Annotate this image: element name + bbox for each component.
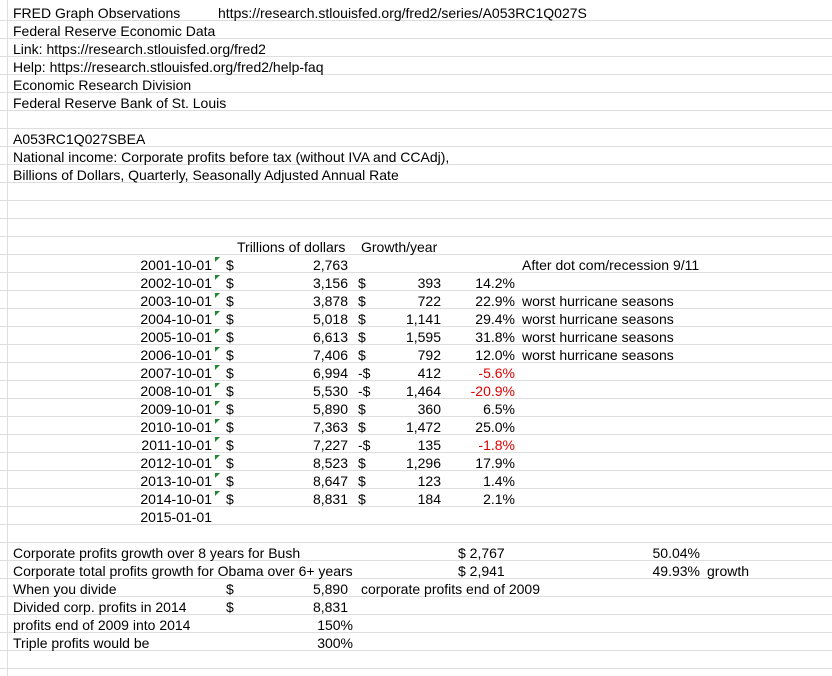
bush-growth-pct: 50.04% <box>652 545 700 561</box>
row-growth[interactable]: 360 <box>417 401 441 417</box>
header-link[interactable]: Link: https://research.stlouisfed.org/fred2 <box>13 41 266 57</box>
row-currency[interactable]: $ <box>226 437 234 453</box>
row-date[interactable]: 2015-01-01 <box>140 509 212 525</box>
row-value[interactable]: 7,363 <box>312 419 348 435</box>
row-date[interactable]: 2012-10-01 <box>140 455 212 471</box>
row-note[interactable] <box>522 418 822 436</box>
row-note[interactable]: worst hurricane seasons <box>522 347 674 363</box>
row-value[interactable]: 7,227 <box>312 437 348 453</box>
series-title: National income: Corporate profits before tax (without IVA and CCAdj), <box>13 149 450 165</box>
row-growth[interactable]: 1,296 <box>405 455 441 471</box>
row-note[interactable] <box>522 364 822 382</box>
row-date[interactable]: 2010-10-01 <box>140 419 212 435</box>
row-date[interactable]: 2001-10-01 <box>140 257 212 273</box>
row-growth[interactable]: 722 <box>417 293 441 309</box>
row-date[interactable]: 2008-10-01 <box>140 383 212 399</box>
row-growth[interactable]: 393 <box>417 275 441 291</box>
row-note[interactable] <box>522 436 822 454</box>
row-growth-sign[interactable]: -$ <box>358 383 371 399</box>
row-note[interactable] <box>522 490 822 508</box>
series-units: Billions of Dollars, Quarterly, Seasonally Adjusted Annual Rate <box>13 167 399 183</box>
row-growth-sign[interactable]: $ <box>358 473 366 489</box>
row-value[interactable]: 3,156 <box>312 275 348 291</box>
row-currency[interactable]: $ <box>226 491 234 507</box>
header-line-fred: Federal Reserve Economic Data <box>13 23 216 39</box>
divide-note: corporate profits end of 2009 <box>361 581 541 597</box>
row-note[interactable]: After dot com/recession 9/11 <box>522 257 700 273</box>
row-note[interactable]: worst hurricane seasons <box>522 311 674 327</box>
header-help[interactable]: Help: https://research.stlouisfed.org/fred2/help-faq <box>13 59 324 75</box>
row-currency[interactable]: $ <box>226 329 234 345</box>
row-currency[interactable]: $ <box>226 401 234 417</box>
row-value[interactable]: 8,647 <box>312 473 348 489</box>
row-currency[interactable]: $ <box>226 419 234 435</box>
divide-currency: $ <box>226 581 234 597</box>
row-growth-pct[interactable] <box>450 508 515 526</box>
row-growth-sign[interactable]: $ <box>358 455 366 471</box>
row-date[interactable]: 2009-10-01 <box>140 401 212 417</box>
row-growth[interactable]: 1,595 <box>405 329 441 345</box>
row-growth-pct[interactable]: 22.9% <box>475 293 515 309</box>
row-currency[interactable]: $ <box>226 275 234 291</box>
cell-error-marker-icon <box>215 329 220 334</box>
row-growth-pct[interactable]: 1.4% <box>483 473 515 489</box>
divide-label: When you divide <box>13 581 117 597</box>
row-growth[interactable]: 792 <box>417 347 441 363</box>
row-value[interactable]: 5,530 <box>312 383 348 399</box>
cell-error-marker-icon <box>215 365 220 370</box>
row-currency[interactable]: $ <box>226 293 234 309</box>
row-growth[interactable]: 412 <box>417 365 441 381</box>
bush-growth-amount: $ 2,767 <box>458 545 505 561</box>
row-growth-sign[interactable]: $ <box>358 491 366 507</box>
row-note[interactable] <box>522 382 822 400</box>
ratio-value: 150% <box>317 617 353 633</box>
row-growth-pct[interactable]: 17.9% <box>475 455 515 471</box>
row-growth-sign[interactable] <box>358 256 380 274</box>
cell-error-marker-icon <box>215 293 220 298</box>
cell-error-marker-icon <box>215 311 220 316</box>
row-date[interactable]: 2005-10-01 <box>140 329 212 345</box>
row-growth[interactable]: 123 <box>417 473 441 489</box>
row-date[interactable]: 2011-10-01 <box>141 437 212 453</box>
row-growth-sign[interactable]: $ <box>358 311 366 327</box>
column-header-trillions: Trillions of dollars <box>237 239 346 255</box>
row-currency[interactable]: $ <box>226 311 234 327</box>
row-value[interactable]: 6,613 <box>312 329 348 345</box>
row-growth[interactable]: 1,472 <box>405 419 441 435</box>
row-value[interactable]: 6,994 <box>312 365 348 381</box>
row-growth-sign[interactable]: $ <box>358 401 366 417</box>
triple-value: 300% <box>317 635 353 651</box>
row-growth[interactable]: 135 <box>417 437 441 453</box>
row-value[interactable]: 3,878 <box>312 293 348 309</box>
row-growth[interactable] <box>396 508 441 526</box>
row-growth-pct[interactable]: 25.0% <box>475 419 515 435</box>
row-growth-pct[interactable]: -5.6% <box>478 365 515 381</box>
row-growth[interactable] <box>396 256 441 274</box>
header-bank: Federal Reserve Bank of St. Louis <box>13 95 227 111</box>
row-growth-pct[interactable]: 14.2% <box>475 275 515 291</box>
row-currency[interactable]: $ <box>226 347 234 363</box>
cell-error-marker-icon <box>215 347 220 352</box>
row-growth-sign[interactable]: $ <box>358 275 366 291</box>
row-date[interactable]: 2013-10-01 <box>140 473 212 489</box>
row-currency[interactable]: $ <box>226 383 234 399</box>
cell-error-marker-icon <box>215 491 220 496</box>
ratio-label: profits end of 2009 into 2014 <box>13 617 191 633</box>
row-growth-pct[interactable]: 31.8% <box>475 329 515 345</box>
obama-growth-amount: $ 2,941 <box>458 563 505 579</box>
cell-error-marker-icon <box>215 437 220 442</box>
row-note[interactable]: worst hurricane seasons <box>522 293 674 309</box>
row-growth-pct[interactable]: -1.8% <box>478 437 515 453</box>
row-date[interactable]: 2006-10-01 <box>140 347 212 363</box>
row-value[interactable]: 5,890 <box>312 401 348 417</box>
row-growth-sign[interactable]: -$ <box>358 437 371 453</box>
obama-growth-word: growth <box>707 563 750 579</box>
row-growth-sign[interactable] <box>358 508 380 526</box>
divide-value: 5,890 <box>312 581 348 597</box>
row-growth-pct[interactable]: 6.5% <box>483 401 515 417</box>
series-id: A053RC1Q027SBEA <box>13 131 146 147</box>
cell-error-marker-icon <box>215 257 220 262</box>
row-note[interactable]: worst hurricane seasons <box>522 329 674 345</box>
row-currency[interactable]: $ <box>226 473 234 489</box>
cell-error-marker-icon <box>215 473 220 478</box>
bush-growth-label: Corporate profits growth over 8 years for Bush <box>13 545 301 561</box>
cell-error-marker-icon <box>215 401 220 406</box>
row-currency[interactable] <box>226 508 240 526</box>
row-growth[interactable]: 1,141 <box>405 311 441 327</box>
row-value[interactable]: 7,406 <box>312 347 348 363</box>
cell-error-marker-icon <box>215 455 220 460</box>
row-growth-sign[interactable]: $ <box>358 419 366 435</box>
row-date[interactable]: 2003-10-01 <box>140 293 212 309</box>
fred-observations-title: FRED Graph Observations <box>13 5 181 21</box>
row-date[interactable]: 2007-10-01 <box>140 365 212 381</box>
row-growth-pct[interactable]: 2.1% <box>483 491 515 507</box>
row-value[interactable]: 5,018 <box>312 311 348 327</box>
row-note[interactable] <box>522 472 822 490</box>
row-growth[interactable]: 1,464 <box>405 383 441 399</box>
row-currency[interactable]: $ <box>226 365 234 381</box>
row-date[interactable]: 2014-10-01 <box>140 491 212 507</box>
row-growth-pct[interactable]: 29.4% <box>475 311 515 327</box>
cell-error-marker-icon <box>215 383 220 388</box>
row-growth-sign[interactable]: -$ <box>358 365 371 381</box>
row-currency[interactable]: $ <box>226 455 234 471</box>
obama-growth-pct: 49.93% <box>652 563 700 579</box>
row-value[interactable] <box>280 508 348 526</box>
row-note[interactable] <box>522 274 822 292</box>
divided-label: Divided corp. profits in 2014 <box>13 599 187 615</box>
cell-error-marker-icon <box>215 419 220 424</box>
series-url[interactable]: https://research.stlouisfed.org/fred2/series/A053RC1Q027S <box>218 5 587 21</box>
row-value[interactable]: 8,523 <box>312 455 348 471</box>
row-growth-pct[interactable]: -20.9% <box>470 383 515 399</box>
row-note[interactable] <box>522 400 822 418</box>
divided-value: 8,831 <box>312 599 348 615</box>
row-value[interactable]: 2,763 <box>312 257 348 273</box>
row-note[interactable] <box>522 454 822 472</box>
row-growth-sign[interactable]: $ <box>358 347 366 363</box>
row-growth-pct[interactable] <box>450 256 515 274</box>
row-growth-sign[interactable]: $ <box>358 329 366 345</box>
cell-error-marker-icon <box>215 275 220 280</box>
row-growth-sign[interactable]: $ <box>358 293 366 309</box>
row-growth[interactable]: 184 <box>417 491 441 507</box>
triple-label: Triple profits would be <box>13 635 150 651</box>
row-currency[interactable]: $ <box>226 257 234 273</box>
row-note[interactable] <box>522 508 822 526</box>
divided-currency: $ <box>226 599 234 615</box>
row-date[interactable]: 2004-10-01 <box>140 311 212 327</box>
row-growth-pct[interactable]: 12.0% <box>475 347 515 363</box>
column-header-growth: Growth/year <box>361 239 438 255</box>
row-value[interactable]: 8,831 <box>312 491 348 507</box>
obama-growth-label: Corporate total profits growth for Obama over 6+ years <box>13 563 353 579</box>
row-date[interactable]: 2002-10-01 <box>140 275 212 291</box>
header-division: Economic Research Division <box>13 77 192 93</box>
